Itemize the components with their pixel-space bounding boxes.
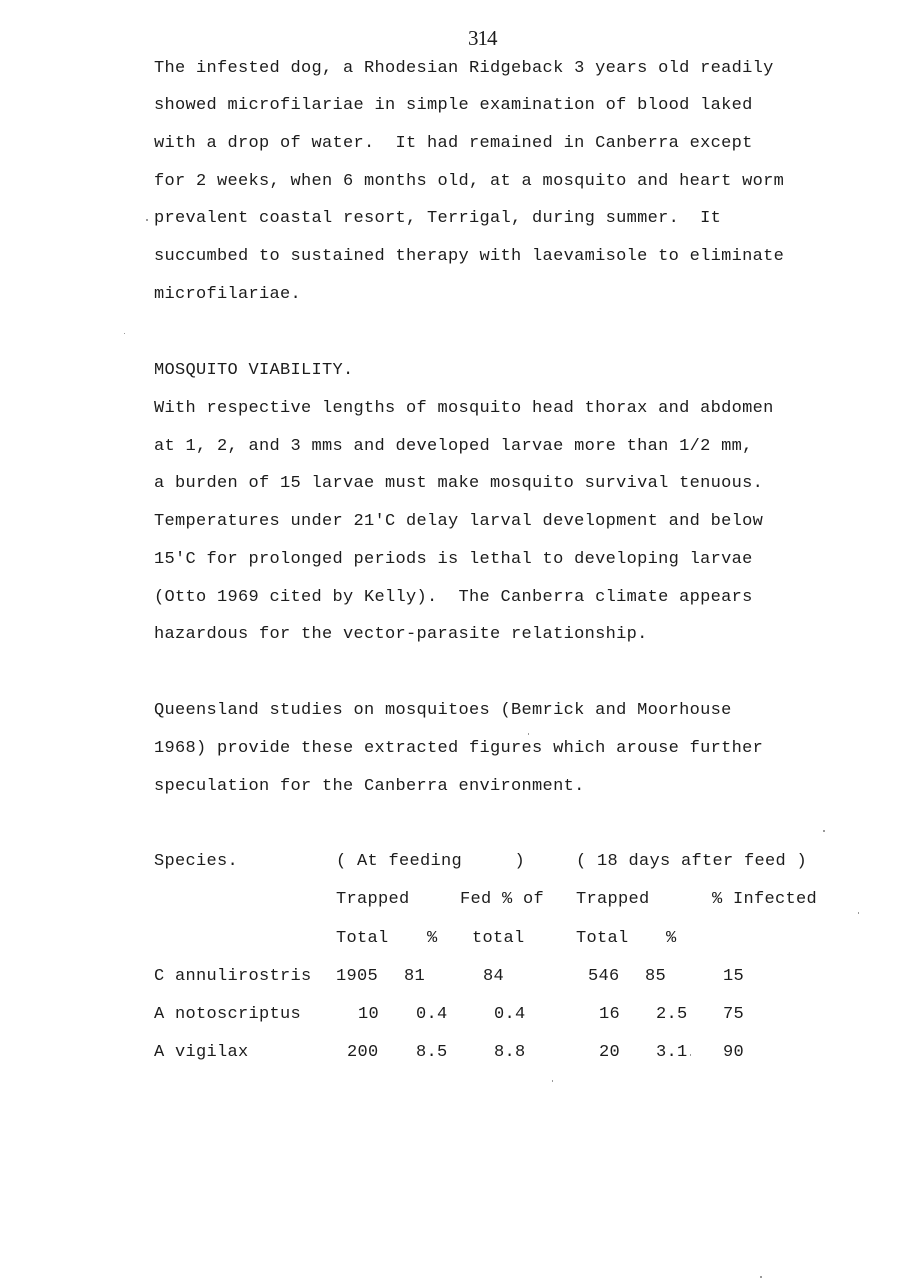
paragraph-line: (Otto 1969 cited by Kelly). The Canberra climate appears: [154, 588, 753, 607]
paragraph-line: hazardous for the vector-parasite relationship.: [154, 625, 648, 644]
scan-speck: [858, 912, 859, 914]
table-header-infected: % Infected: [712, 890, 818, 909]
table-cell-total-2: 20: [599, 1043, 621, 1062]
paragraph-line: for 2 weeks, when 6 months old, at a mosquito and heart worm: [154, 172, 785, 191]
table-cell-total: 1905: [336, 967, 379, 986]
paragraph-line: showed microfilariae in simple examination of blood laked: [154, 96, 753, 115]
table-header-species: Species.: [154, 852, 239, 871]
paragraph-line: 1968) provide these extracted figures which arouse further: [154, 739, 764, 758]
scan-speck: [760, 1276, 762, 1278]
table-header-total-2: Total: [576, 929, 629, 948]
table-header-after-feed: ( 18 days after feed ): [576, 852, 808, 871]
paragraph-line: Queensland studies on mosquitoes (Bemrick and Moorhouse: [154, 701, 732, 720]
table-cell-infected: 75: [723, 1005, 745, 1024]
paragraph-line: a burden of 15 larvae must make mosquito survival tenuous.: [154, 474, 764, 493]
table-cell-pct: 8.5: [416, 1043, 448, 1062]
table-cell-total: 10: [358, 1005, 380, 1024]
table-cell-total-2: 546: [588, 967, 620, 986]
scan-speck: [552, 1080, 553, 1082]
scan-speck: [690, 1054, 691, 1056]
table-cell-pct: 0.4: [416, 1005, 448, 1024]
paragraph-line: With respective lengths of mosquito head thorax and abdomen: [154, 399, 774, 418]
scan-speck: [124, 333, 125, 334]
paragraph-line: 15'C for prolonged periods is lethal to developing larvae: [154, 550, 753, 569]
page-number: 314: [468, 26, 497, 50]
table-cell-fed-pct: 8.8: [494, 1043, 526, 1062]
table-header-pct: %: [427, 929, 438, 948]
paragraph-line: succumbed to sustained therapy with laevamisole to eliminate: [154, 247, 785, 266]
section-heading: MOSQUITO VIABILITY.: [154, 361, 354, 380]
paragraph-line: microfilariae.: [154, 285, 302, 304]
table-header-trapped-2: Trapped: [576, 890, 650, 909]
table-cell-infected: 90: [723, 1043, 745, 1062]
paragraph-line: at 1, 2, and 3 mms and developed larvae more than 1/2 mm,: [154, 437, 753, 456]
paragraph-line: prevalent coastal resort, Terrigal, during summer. It: [154, 209, 722, 228]
table-header-total-lower: total: [472, 929, 525, 948]
scan-speck: [528, 733, 529, 735]
table-cell-pct-2: 85: [645, 967, 667, 986]
table-header-at-feeding: ( At feeding ): [336, 852, 526, 871]
paragraph-line: Temperatures under 21'C delay larval development and below: [154, 512, 764, 531]
scan-speck: [823, 830, 825, 832]
table-cell-species: A notoscriptus: [154, 1005, 302, 1024]
paragraph-line: The infested dog, a Rhodesian Ridgeback 3 years old readily: [154, 59, 774, 78]
table-header-fed-pct: Fed % of: [460, 890, 545, 909]
table-cell-fed-pct: 0.4: [494, 1005, 526, 1024]
table-cell-pct-2: 2.5: [656, 1005, 688, 1024]
table-cell-species: A vigilax: [154, 1043, 249, 1062]
table-cell-pct-2: 3.1: [656, 1043, 688, 1062]
table-cell-total: 200: [347, 1043, 379, 1062]
scan-speck: [146, 219, 148, 221]
table-cell-species: C annulirostris: [154, 967, 312, 986]
table-header-trapped: Trapped: [336, 890, 410, 909]
table-header-total: Total: [336, 929, 389, 948]
table-cell-total-2: 16: [599, 1005, 621, 1024]
paragraph-line: speculation for the Canberra environment.: [154, 777, 585, 796]
table-cell-fed-pct: 84: [483, 967, 505, 986]
table-cell-pct: 81: [404, 967, 426, 986]
table-header-pct-2: %: [666, 929, 677, 948]
paragraph-line: with a drop of water. It had remained in Canberra except: [154, 134, 753, 153]
table-cell-infected: 15: [723, 967, 745, 986]
